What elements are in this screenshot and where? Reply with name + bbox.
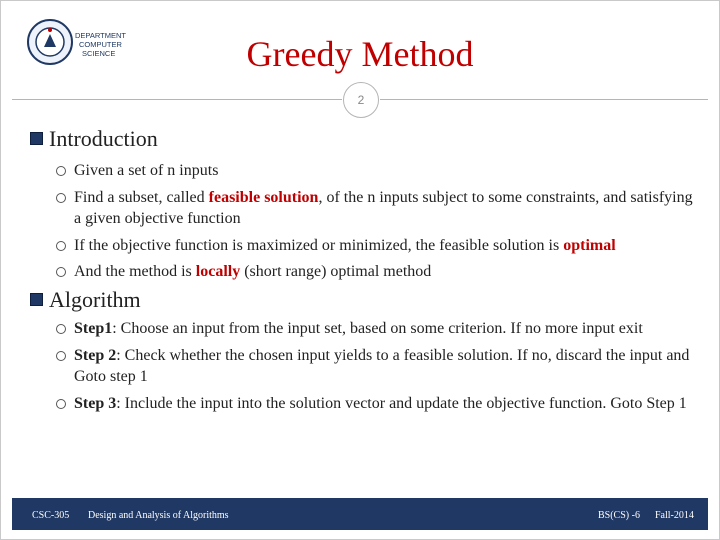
section-heading-text: Algorithm [49,287,141,312]
item-text: : Choose an input from the input set, based on some criterion. If no more input exit [112,320,643,337]
university-logo [22,14,140,72]
footer-term: Fall-2014 [655,510,694,521]
list-item [56,187,696,230]
footer-bar [12,498,708,530]
step-label: Step1 [74,320,113,337]
footer-subject: Design and Analysis of Algorithms [88,510,229,521]
item-text: , of the n inputs subject to some constraints, and satisfying a given objective function [74,188,693,227]
list-item [56,318,696,340]
ring-bullet-icon [56,193,66,203]
ring-bullet-icon [56,267,66,277]
item-text: And the method is [74,263,196,280]
checkbox-bullet-icon [30,293,43,306]
section-heading-introduction [30,126,158,152]
item-text: Find a subset, called [74,188,209,206]
header-divider-left [12,99,342,100]
highlighted-term: locally [195,263,241,280]
highlighted-term: feasible solution [208,188,319,206]
logo-line: DEPARTMENT [75,31,126,40]
list-item [56,160,696,182]
item-text: Given a set of n inputs [74,162,219,179]
list-item [56,345,696,388]
ring-bullet-icon [56,241,66,251]
logo-line: COMPUTER [79,40,122,49]
list-item [56,261,696,283]
highlighted-term: optimal [563,236,616,254]
item-text: : Include the input into the solution vector and update the objective function. Goto Step 1 [116,394,687,412]
footer-course: CSC-305 [32,510,70,521]
algorithm-list [56,318,696,419]
ring-bullet-icon [56,351,66,361]
section-heading-algorithm [30,287,141,313]
item-text: (short range) optimal method [240,263,432,280]
item-text: If the objective function is maximized or minimized, the feasible solution is [74,236,564,254]
page-number-badge [343,82,379,118]
slide-title: Greedy Method [246,34,474,74]
checkbox-bullet-icon [30,132,43,145]
ring-bullet-icon [56,399,66,409]
step-label: Step 2 [74,346,117,364]
ring-bullet-icon [56,324,66,334]
introduction-list [56,160,696,288]
list-item [56,393,696,415]
step-label: Step 3 [74,394,117,412]
footer-program: BS(CS) -6 [598,510,640,521]
section-heading-text: Introduction [49,126,158,151]
logo-line: SCIENCE [82,49,116,58]
header-divider-right [380,99,708,100]
list-item [56,235,696,257]
item-text: : Check whether the chosen input yields to a feasible solution. If no, discard the input and Goto step 1 [74,346,690,385]
page-number: 2 [357,93,365,107]
ring-bullet-icon [56,166,66,176]
